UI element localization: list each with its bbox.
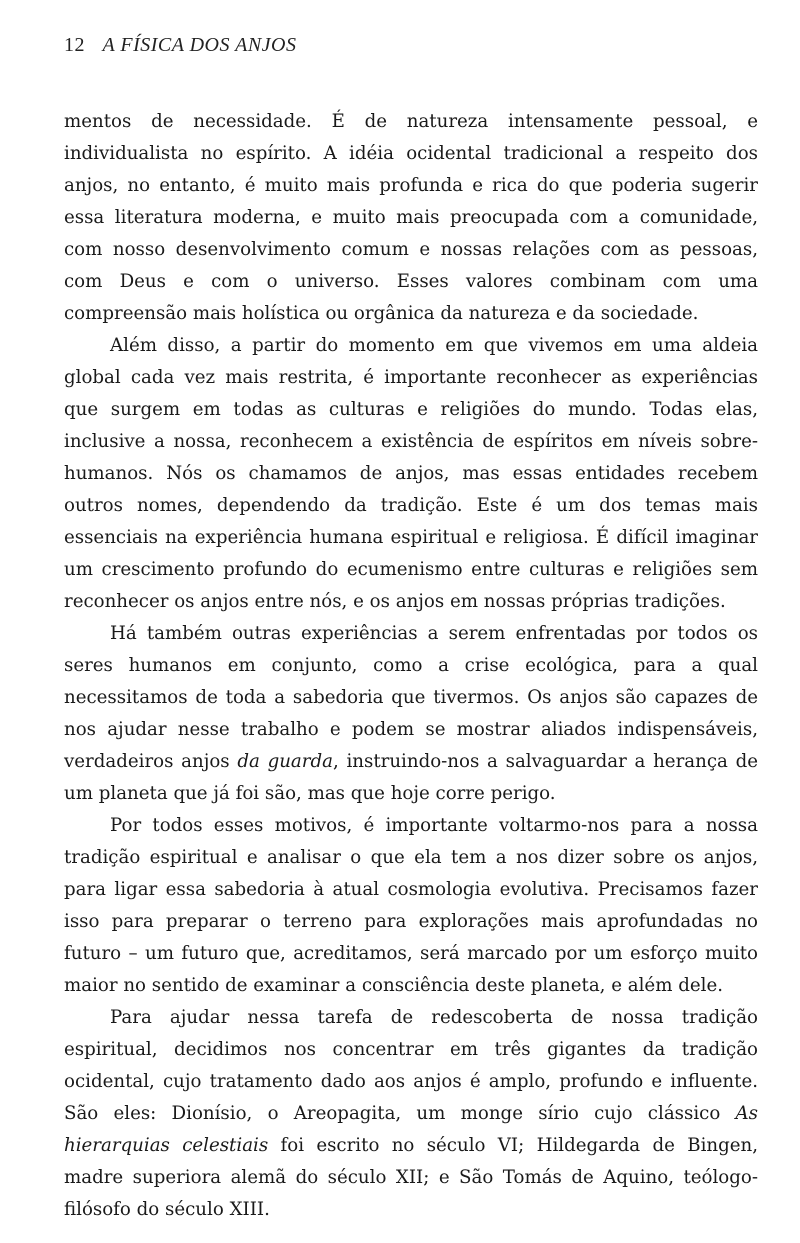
running-head <box>64 34 297 57</box>
page-number: 12 <box>64 34 85 56</box>
book-title: A FÍSICA DOS ANJOS <box>102 34 297 56</box>
paragraph-3-text-start: Há também outras experiências a serem enfrentadas por todos os seres humanos em conjunto, como a crise ecológica, para a qual necessitamos de toda a sabedoria que tivermos. Os anjos são capazes de nos ajudar nesse trabalho e podem se mostrar aliados indispensáveis, verdadeiros anjos <box>64 623 758 772</box>
century-xii: XII <box>395 1167 424 1188</box>
paragraph-5-text-end: . <box>264 1199 270 1220</box>
paragraph-3 <box>64 618 758 810</box>
paragraph-3-text-end: , instruindo-nos a salvaguardar a herança de um planeta que já foi são, mas que hoje corre perigo. <box>64 751 758 804</box>
paragraph-5 <box>64 1002 758 1226</box>
body-text <box>64 106 758 1226</box>
paragraph-2: Além disso, a partir do momento em que vivemos em uma aldeia global cada vez mais restrita, é importante reconhecer as experiências que surgem em todas as culturas e religiões do mundo. Todas elas, inclusive a nossa, reconhecem a existência de espíritos em níveis sobre-humanos. Nós os chamamos de anjos, mas essas entidades recebem outros nomes, dependendo da tradição. Este é um dos temas mais essenciais na experiência humana espiritual e religiosa. É difícil imaginar um crescimento profundo do ecumenismo entre culturas e religiões sem reconhecer os anjos entre nós, e os anjos em nossas próprias tradições. <box>64 335 758 612</box>
paragraph-5-text-middle-2: ; Hildegarda de Bingen, madre superiora alemã do século <box>64 1135 758 1188</box>
paragraph-5-text-middle: foi escrito no século <box>268 1135 498 1156</box>
book-title-citation: As hierarquias celestiais <box>64 1103 758 1156</box>
paragraph-5-text-middle-3: ; e São Tomás de Aquino, teólogo-filósofo do século <box>64 1167 758 1220</box>
paragraph-3-emphasis: da guarda <box>237 751 333 772</box>
paragraph-1: mentos de necessidade. É de natureza intensamente pessoal, e individualista no espírito. A idéia ocidental tradicional a respeito dos anjos, no entanto, é muito mais profunda e rica do que poderia sugerir essa literatura moderna, e muito mais preocupada com a comunidade, com nosso desenvolvimento comum e nossas relações com as pessoas, com Deus e com o universo. Esses valores combinam com uma compreensão mais holística ou orgânica da natureza e da sociedade. <box>64 111 758 324</box>
paragraph-4: Por todos esses motivos, é importante voltarmo-nos para a nossa tradição espiritual e analisar o que ela tem a nos dizer sobre os anjos, para ligar essa sabedoria à atual cosmologia evolutiva. Precisamos fazer isso para preparar o terreno para explorações mais aprofundadas no futuro – um futuro que, acreditamos, será marcado por um esforço muito maior no sentido de examinar a consciência deste planeta, e além dele. <box>64 815 758 996</box>
paragraph-5-text-start: Para ajudar nessa tarefa de redescoberta de nossa tradição espiritual, decidimos nos concentrar em três gigantes da tradição ocidental, cujo tratamento dado aos anjos é amplo, profundo e influente. São eles: Dionísio, o Areopagita, um monge sírio cujo clássico <box>64 1007 758 1124</box>
century-xiii: XIII <box>229 1199 265 1220</box>
century-vi: VI <box>497 1135 519 1156</box>
